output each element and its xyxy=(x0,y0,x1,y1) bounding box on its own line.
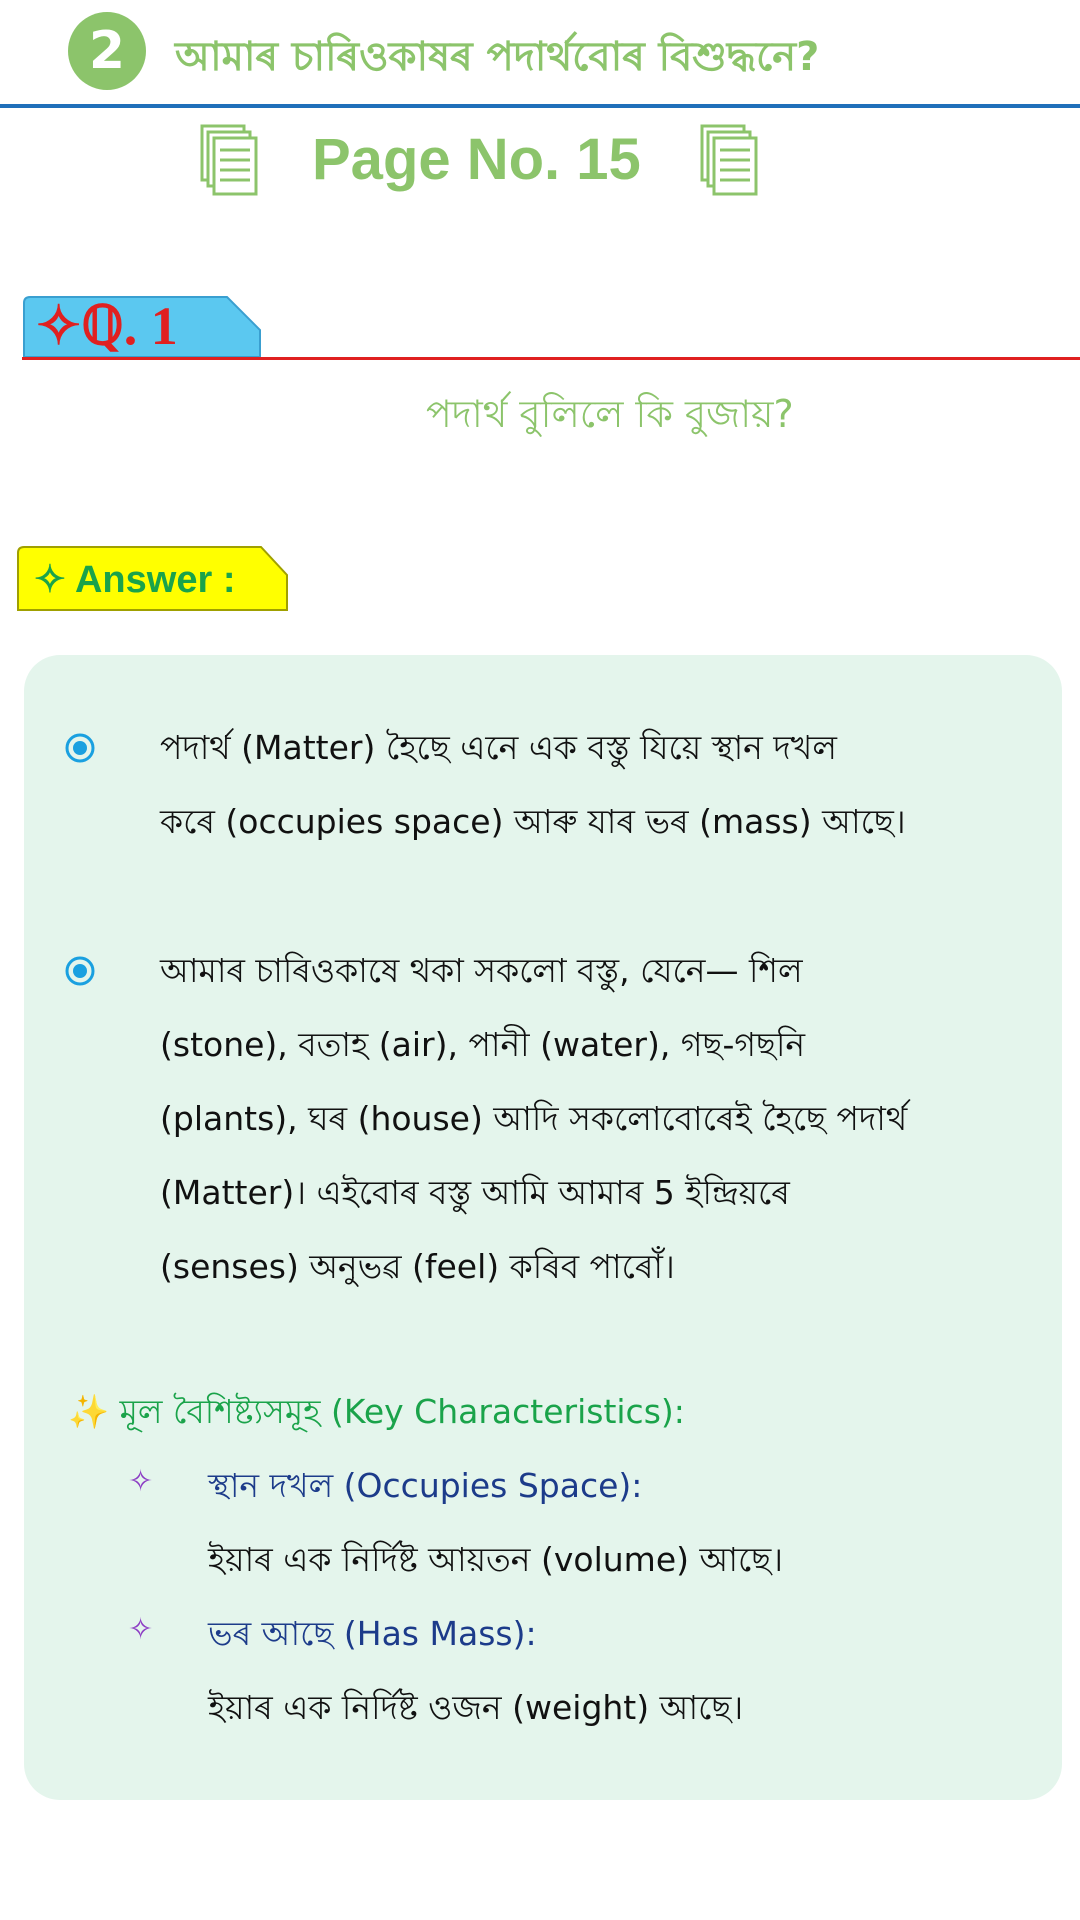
page-number-line xyxy=(0,120,1080,210)
chapter-number-badge: 2 xyxy=(68,12,146,90)
question-number: ✧ℚ. 1 xyxy=(36,296,178,356)
answer-paragraph: পদাৰ্থ (Matter) হৈছে এনে এক বস্তু যিয়ে স্থান দখল কৰে (occupies space) আৰু যাৰ ভৰ (mass) আছে। xyxy=(160,728,906,841)
answer-paragraph: আমাৰ চাৰিওকাষে থকা সকলো বস্তু, যেনে— শিল (stone), বতাহ (air), পানী (water), গছ-গছনি (plants), ঘৰ (house) আদি সকলোবোৰেই হৈছে পদাৰ্থ (Matter)। এইবোৰ বস্তু আমি আমাৰ 5 ইন্দ্ৰিয়ৰে (senses) অনুভৱ (feel) কৰিব পাৰোঁ। xyxy=(160,951,908,1286)
characteristic-label: স্থান দখল (Occupies Space): xyxy=(208,1466,643,1505)
chapter-header xyxy=(0,0,1080,105)
question-text: পদাৰ্থ বুলিলে কি বুজায়? xyxy=(426,392,794,436)
header-divider xyxy=(0,104,1080,108)
question-divider xyxy=(22,357,1080,360)
radio-bullet-icon xyxy=(64,732,96,764)
answer-label: ✧ Answer : xyxy=(34,559,236,601)
document-icon xyxy=(700,124,760,198)
radio-bullet-icon xyxy=(64,955,96,987)
diamond-bullet-icon: ✧ xyxy=(128,1464,154,1499)
sparkle-icon: ✨ xyxy=(68,1392,110,1431)
characteristic-description: ইয়াৰ এক নিৰ্দিষ্ট আয়তন (volume) আছে। xyxy=(208,1540,784,1579)
page-number-label: Page No. 15 xyxy=(312,127,641,192)
chapter-title: আমাৰ চাৰিওকাষৰ পদাৰ্থবোৰ বিশুদ্ধনে? xyxy=(175,34,820,80)
document-icon xyxy=(200,124,260,198)
diamond-bullet-icon: ✧ xyxy=(128,1612,154,1647)
characteristic-description: ইয়াৰ এক নিৰ্দিষ্ট ওজন (weight) আছে। xyxy=(208,1688,744,1727)
key-characteristics-title: ✨ মূল বৈশিষ্ট্যসমূহ (Key Characteristics): xyxy=(68,1392,685,1431)
characteristic-label: ভৰ আছে (Has Mass): xyxy=(208,1614,537,1653)
